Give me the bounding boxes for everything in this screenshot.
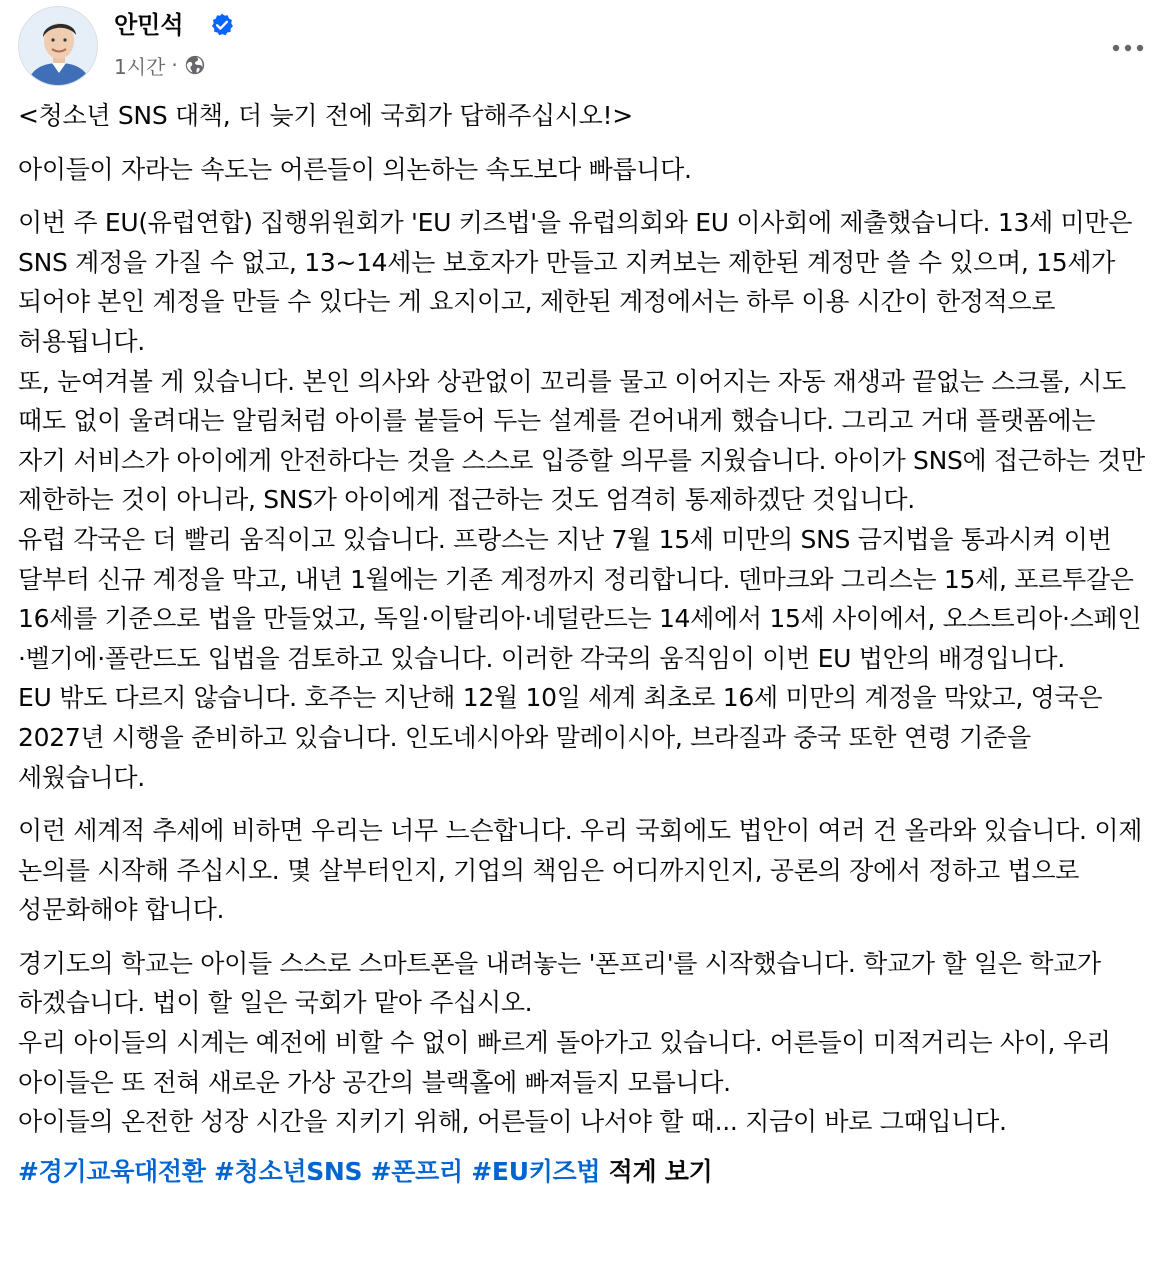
author-name[interactable]: 안민석 xyxy=(114,11,184,39)
see-less-button[interactable]: 적게 보기 xyxy=(608,1156,713,1186)
post-body xyxy=(18,96,1148,1191)
post-paragraph xyxy=(18,203,1148,797)
post-line: 아이들이 자라는 속도는 어른들이 의논하는 속도보다 빠릅니다. xyxy=(18,154,692,184)
post-title: <청소년 SNS 대책, 더 늦기 전에 국회가 답해주십시오!> xyxy=(18,101,633,130)
post-paragraph xyxy=(18,150,1148,190)
post-line: EU 밖도 다르지 않습니다. 호주는 지난해 12월 10일 세계 최초로 16세 미만의 계정을 막았고, 영국은 2027년 시행을 준비하고 있습니다. 인도네시아와 말레이시아, 브라질과 중국 또한 연령 기준을 세웠습니다. xyxy=(18,683,1103,792)
post-line: 우리 아이들의 시계는 예전에 비할 수 없이 빠르게 돌아가고 있습니다. 어른들이 미적거리는 사이, 우리 아이들은 또 전혀 새로운 가상 공간의 블랙홀에 빠져들지 모릅니다. xyxy=(18,1028,1111,1097)
globe-icon[interactable] xyxy=(184,54,206,76)
post-paragraph xyxy=(18,811,1148,930)
post-meta xyxy=(114,51,206,79)
more-options-button[interactable] xyxy=(1108,28,1148,68)
meta-separator: · xyxy=(171,53,178,77)
post-line: 아이들의 온전한 성장 시간을 지키기 위해, 어른들이 나서야 할 때... 지금이 바로 그때입니다. xyxy=(18,1107,1007,1137)
more-dots-icon xyxy=(1111,43,1145,53)
avatar[interactable] xyxy=(18,6,98,86)
hashtag-link[interactable]: #경기교육대전환 xyxy=(18,1156,206,1186)
post-line: 유럽 각국은 더 빨리 움직이고 있습니다. 프랑스는 지난 7월 15세 미만의 SNS 금지법을 통과시켜 이번 달부터 신규 계정을 막고, 내년 1월에는 기존 계정까지 정리합니다. 덴마크와 그리스는 15세, 포르투갈은 16세를 기준으로 법을 만들었고, 독일·이탈리아·네덜란드는 14세에서 15세 사이에서, 오스트리아·스페인·벨기에·폴란드도 입법을 검토하고 있습니다. 이러한 각국의 움직임이 이번 EU 법안의 배경입니다. xyxy=(18,524,1142,673)
hashtag-link[interactable]: #청소년SNS xyxy=(214,1156,363,1186)
avatar-image xyxy=(19,7,98,86)
hashtag-link[interactable]: #폰프리 xyxy=(370,1156,463,1186)
post-time[interactable]: 1시간 xyxy=(114,54,166,79)
post-line: 이번 주 EU(유럽연합) 집행위원회가 'EU 키즈법'을 유럽의회와 EU 이사회에 제출했습니다. 13세 미만은 SNS 계정을 가질 수 없고, 13~14세는 보호자가 만들고 지켜보는 제한된 계정만 쓸 수 있으며, 15세가 되어야 본인 계정을 만들 수 있다는 게 요지이고, 제한된 계정에서는 하루 이용 시간이 한정적으로 허용됩니다. xyxy=(18,208,1133,356)
verified-badge-icon xyxy=(209,12,235,38)
post-line: 이런 세계적 추세에 비하면 우리는 너무 느슨합니다. 우리 국회에도 법안이 여러 건 올라와 있습니다. 이제 논의를 시작해 주십시오. 몇 살부터인지, 기업의 책임은 어디까지인지, 공론의 장에서 정하고 법으로 성문화해야 합니다. xyxy=(18,816,1143,925)
post-paragraph xyxy=(18,944,1148,1142)
hashtag-link[interactable]: #EU키즈법 xyxy=(471,1156,601,1186)
post-line: 경기도의 학교는 아이들 스스로 스마트폰을 내려놓는 '폰프리'를 시작했습니다. 학교가 할 일은 학교가 하겠습니다. 법이 할 일은 국회가 맡아 주십시오. xyxy=(18,948,1101,1018)
post-line: 또, 눈여겨볼 게 있습니다. 본인 의사와 상관없이 꼬리를 물고 이어지는 자동 재생과 끝없는 스크롤, 시도 때도 없이 울려대는 알림처럼 아이를 붙들어 두는 설계를 걷어내게 했습니다. 그리고 거대 플랫폼에는 자기 서비스가 아이에게 안전하다는 것을 스스로 입증할 의무를 지웠습니다. 아이가 SNS에 접근하는 것만 제한하는 것이 아니라, SNS가 아이에게 접근하는 것도 엄격히 통제하겠단 것입니다. xyxy=(18,366,1145,515)
post-header xyxy=(18,6,1148,86)
hashtag-row xyxy=(18,1152,1148,1191)
